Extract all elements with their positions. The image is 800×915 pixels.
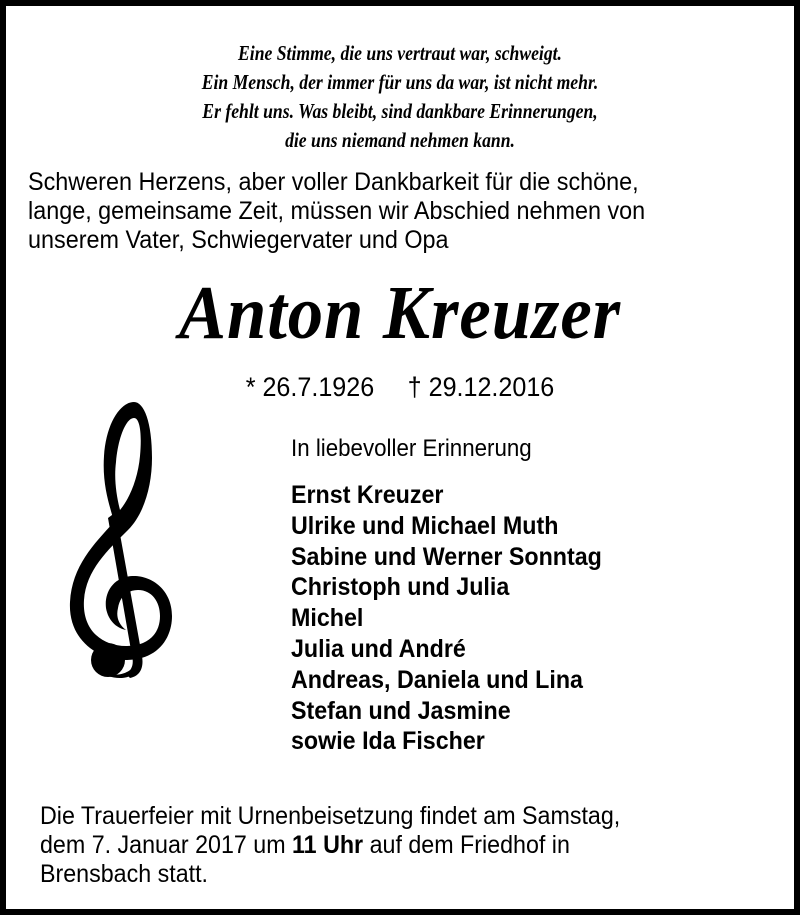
funeral-line: Die Trauerfeier mit Urnenbeisetzung findet am Samstag, [40, 802, 621, 830]
family-member: Julia und André [291, 634, 466, 663]
funeral-line: Brensbach statt. [40, 860, 209, 888]
funeral-place-text: auf dem Friedhof in [363, 831, 570, 859]
family-member: Andreas, Daniela und Lina [291, 665, 583, 694]
family-member: Christoph und Julia [291, 573, 510, 602]
treble-clef-icon [64, 394, 176, 684]
birth-date: * 26.7.1926 [245, 372, 375, 402]
funeral-time: 11 Uhr [292, 831, 364, 859]
intro-line: Schweren Herzens, aber voller Dankbarkeit für die schöne, [28, 168, 639, 196]
funeral-line [40, 831, 747, 860]
intro-text [28, 168, 739, 255]
intro-line: unserem Vater, Schwiegervater und Opa [28, 226, 449, 254]
deceased-name: Anton Kreuzer [178, 271, 622, 355]
poem-line: Er fehlt uns. Was bleibt, sind dankbare Erinnerungen, [202, 99, 598, 123]
family-member: Ernst Kreuzer [291, 481, 444, 509]
family-lead: In liebevoller Erinnerung [291, 435, 532, 462]
funeral-info [40, 802, 747, 889]
poem-line: Ein Mensch, der immer für uns da war, ist nicht mehr. [201, 70, 599, 94]
death-date: † 29.12.2016 [407, 372, 555, 402]
family-member: Sabine und Werner Sonntag [291, 542, 602, 571]
poem-line: die uns niemand nehmen kann. [285, 128, 515, 152]
family-member: Stefan und Jasmine [291, 696, 511, 725]
family-member: sowie Ida Fischer [291, 727, 485, 756]
family-section [291, 434, 771, 757]
poem-line: Eine Stimme, die uns vertraut war, schweigt. [238, 41, 562, 65]
family-members-list [291, 480, 737, 757]
family-member: Ulrike und Michael Muth [291, 511, 559, 540]
funeral-date-text: dem 7. Januar 2017 um [40, 831, 293, 859]
intro-line: lange, gemeinsame Zeit, müssen wir Abschied nehmen von [28, 197, 646, 225]
memorial-poem [69, 39, 731, 155]
family-member: Michel [291, 604, 364, 633]
